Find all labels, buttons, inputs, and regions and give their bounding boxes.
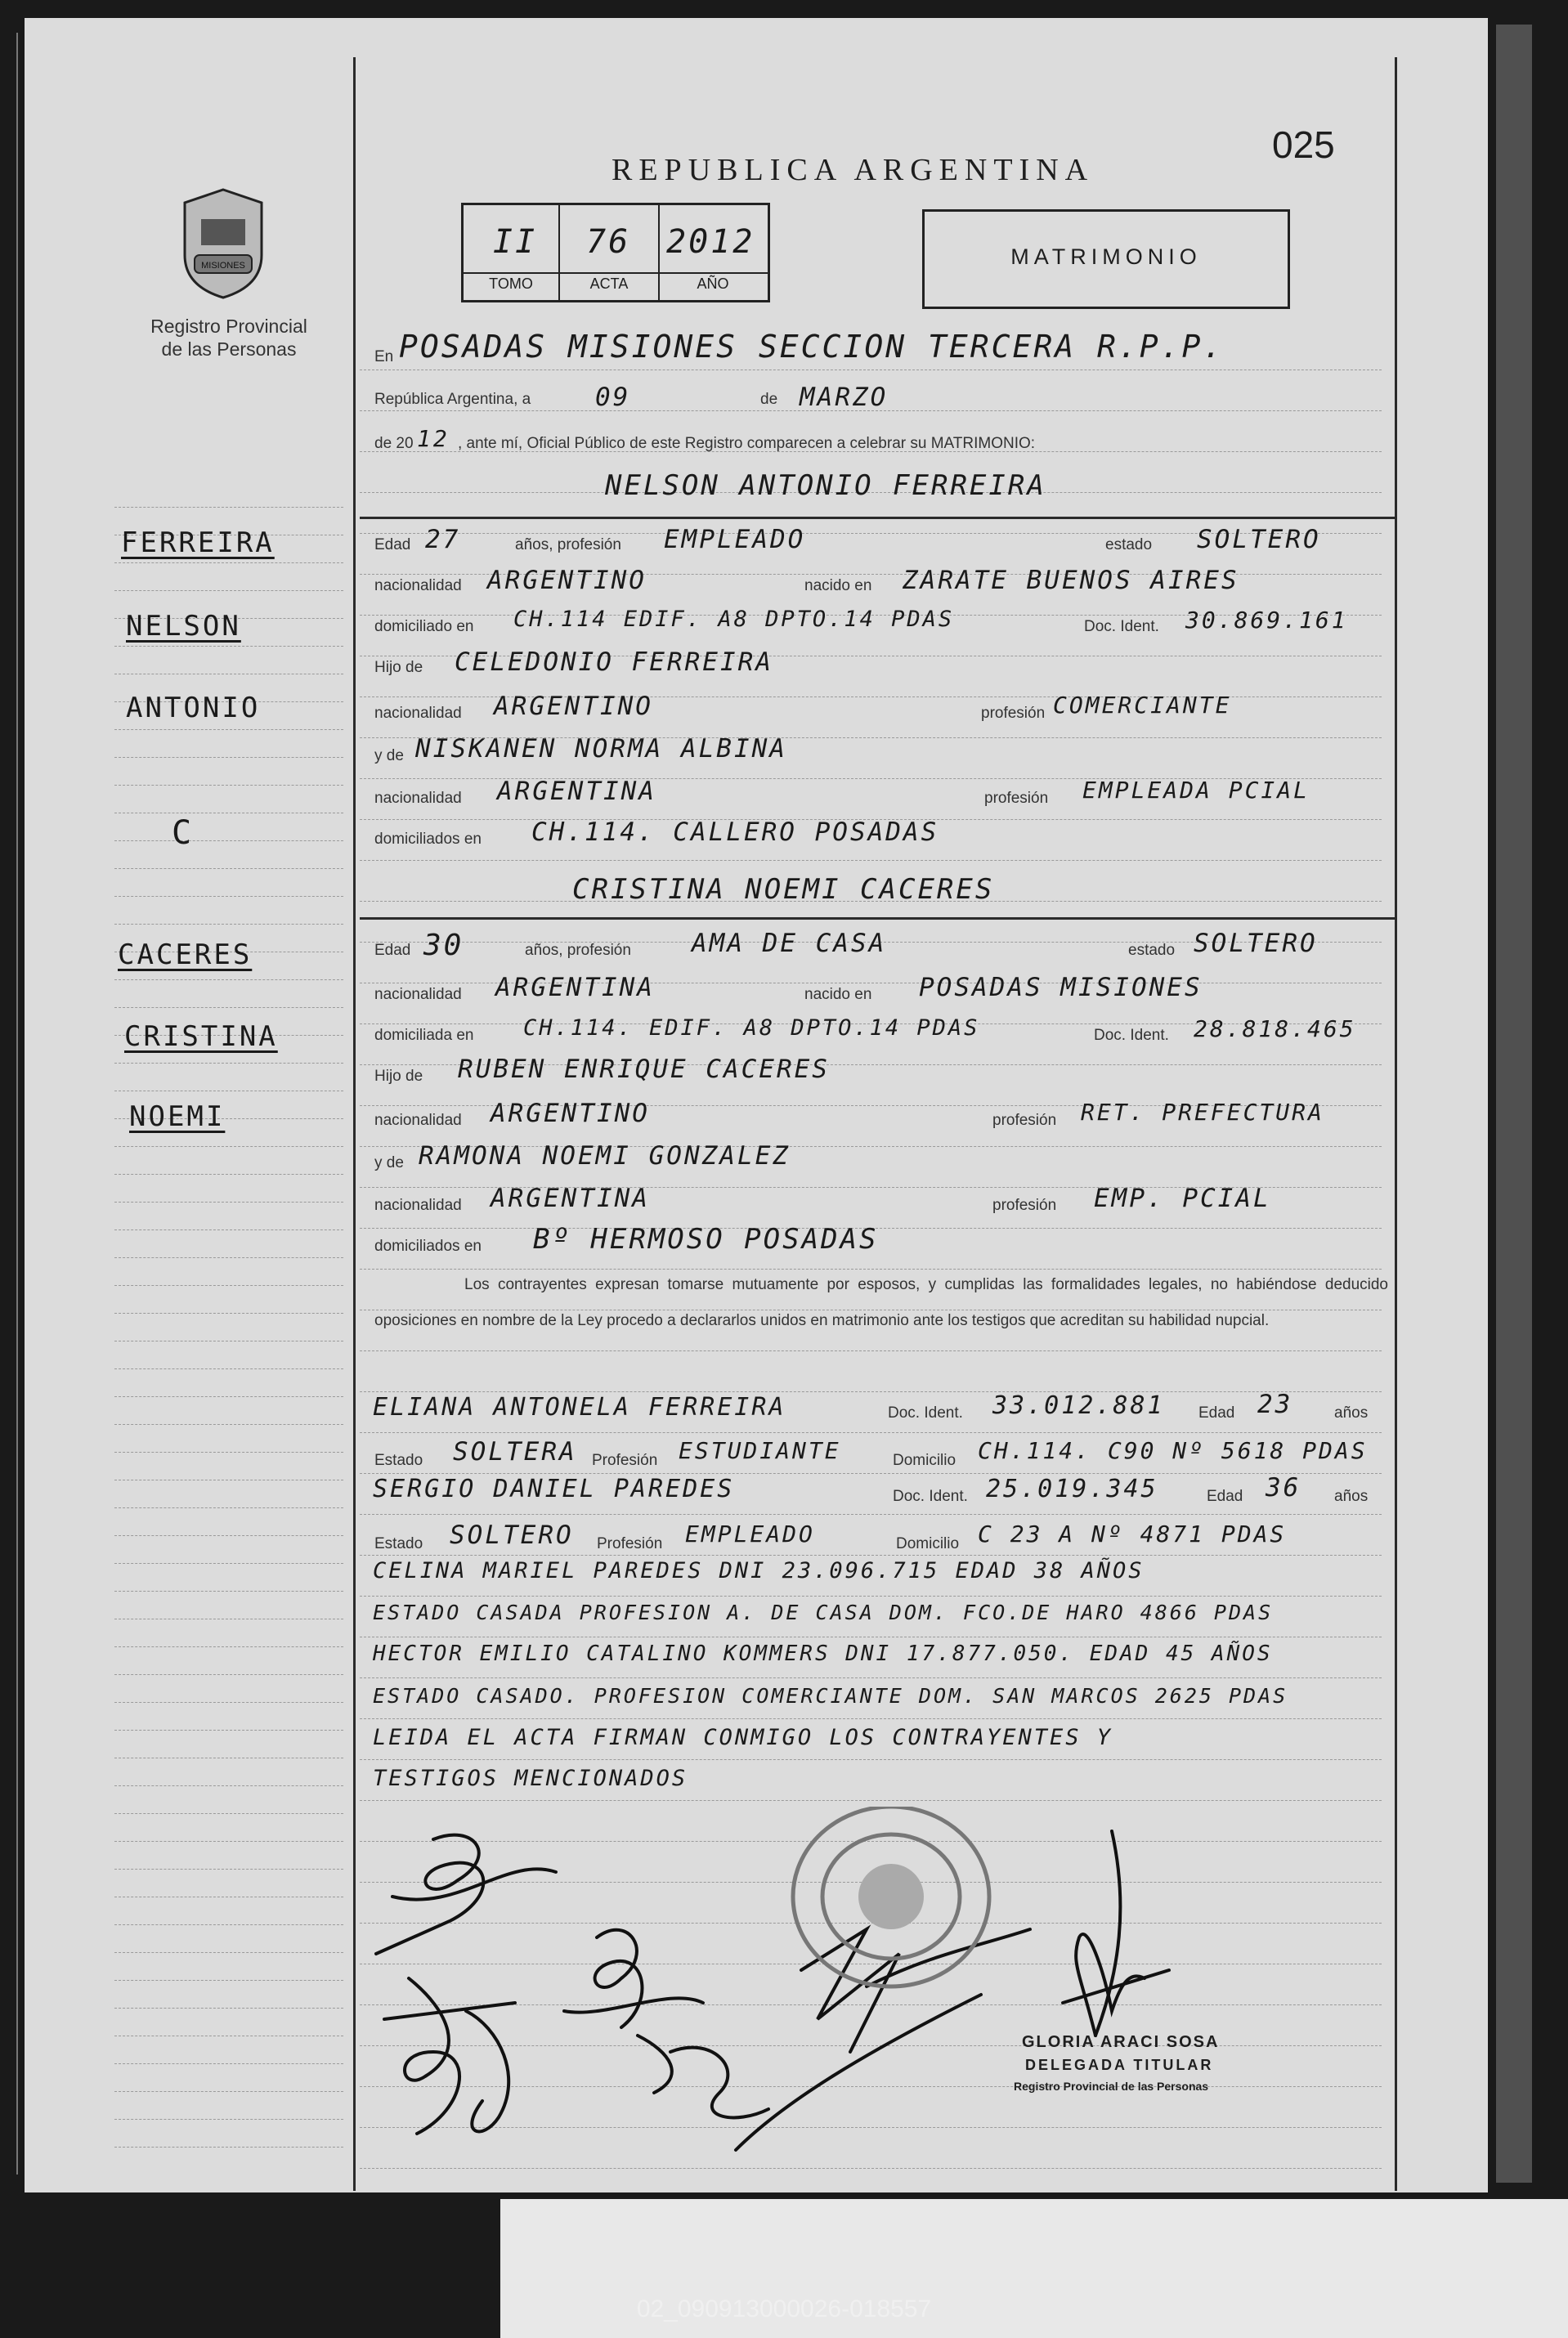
margin-bride-middle-name: NOEMI	[129, 1100, 226, 1133]
de-label: de	[760, 391, 778, 408]
signature-contrayente-2	[564, 1930, 703, 2093]
margin-ruling-line	[114, 646, 343, 647]
groom-father: CELEDONIO FERREIRA	[455, 647, 773, 677]
margin-middle-name: ANTONIO	[126, 692, 261, 724]
bride-edad-label: Edad	[374, 942, 411, 959]
witness1-age: 23	[1257, 1390, 1293, 1419]
official-institution: Registro Provincial de las Personas	[1014, 2080, 1209, 2093]
margin-ruling-line	[114, 2091, 343, 2092]
witness-extra-line: ESTADO CASADO. PROFESION COMERCIANTE DOM. SAN MARCOS 2625 PDAS	[373, 1684, 1288, 1708]
year-prefix: de 20	[374, 435, 414, 452]
bride-estado-label: estado	[1128, 942, 1176, 959]
margin-ruling-line	[114, 1730, 343, 1731]
witness2-name: SERGIO DANIEL PAREDES	[373, 1475, 735, 1503]
year-suffix: 12	[417, 425, 450, 452]
margin-ruling-line	[114, 1674, 343, 1675]
bride-parents-dom-label: domiciliados en	[374, 1238, 482, 1255]
witness1-anos-label: años	[1334, 1404, 1369, 1422]
groom-doc-label: Doc. Ident.	[1084, 618, 1159, 635]
witness2-address: C 23 A Nº 4871 PDAS	[978, 1521, 1287, 1547]
signature-testigos	[466, 1929, 1030, 2150]
en-label: En	[374, 348, 394, 365]
witness1-estado: SOLTERA	[453, 1437, 577, 1467]
tomo-value: II	[493, 223, 538, 261]
official-name: GLORIA ARACI SOSA	[1022, 2033, 1220, 2051]
text-ruling-line	[360, 1759, 1382, 1760]
bride-doc-label: Doc. Ident.	[1094, 1027, 1169, 1044]
witness2-edad-label: Edad	[1207, 1488, 1243, 1505]
witness2-age: 36	[1266, 1473, 1301, 1503]
groom-mother: NISKANEN NORMA ALBINA	[415, 734, 787, 764]
groom-address: CH.114 EDIF. A8 DPTO.14 PDAS	[513, 607, 955, 632]
groom-edad-label: Edad	[374, 536, 411, 553]
margin-ruling-line	[114, 1813, 343, 1814]
left-column-rule	[353, 57, 356, 2191]
bride-father-prof-label: profesión	[992, 1112, 1057, 1129]
groom-father-profession: COMERCIANTE	[1053, 692, 1232, 719]
right-column-rule	[1395, 57, 1397, 2191]
groom-mother-prof-label: profesión	[984, 790, 1049, 807]
margin-ruling-line	[114, 562, 343, 563]
groom-hijo-label: Hijo de	[374, 659, 423, 676]
groom-anos-profesion-label: años, profesión	[515, 536, 621, 553]
margin-ruling-line	[114, 896, 343, 897]
text-ruling-line	[360, 1432, 1382, 1433]
text-ruling-line	[360, 1677, 1382, 1678]
witness-extra-line: LEIDA EL ACTA FIRMAN CONMIGO LOS CONTRAYENTES Y	[373, 1725, 1113, 1750]
bride-mother-prof-label: profesión	[992, 1197, 1057, 1214]
groom-father-prof-label: profesión	[981, 705, 1046, 722]
margin-ruling-line	[114, 1063, 343, 1064]
province-seal-logo	[170, 186, 276, 301]
margin-ruling-line	[114, 1285, 343, 1286]
witness2-doc: 25.019.345	[986, 1475, 1158, 1503]
tomo-acta-anio-box	[461, 203, 770, 302]
groom-doc: 30.869.161	[1185, 607, 1348, 634]
groom-domiciliado-label: domiciliado en	[374, 618, 474, 635]
margin-ruling-line	[114, 1507, 343, 1508]
signature-oficial	[1063, 1831, 1169, 2036]
margin-ruling-line	[114, 1924, 343, 1925]
groom-birthplace: ZARATE BUENOS AIRES	[903, 566, 1239, 595]
margin-ruling-line	[114, 1257, 343, 1258]
margin-ruling-line	[114, 1146, 343, 1147]
margin-initial: C	[172, 814, 195, 852]
bride-mother: RAMONA NOEMI GONZALEZ	[419, 1141, 791, 1171]
legal-declaration: Los contrayentes expresan tomarse mutuamente por esposos, y cumplidas las formalidades legales, no habiéndose deducido oposiciones en nombre de la Ley procedo a declararlos unidos en matrimonio ante los testigos que acreditan su habilidad nupcial.	[374, 1276, 1388, 1329]
act-type-box	[922, 209, 1290, 309]
margin-ruling-line	[114, 1313, 343, 1314]
witness2-profession: EMPLEADO	[685, 1521, 815, 1547]
groom-mother-profession: EMPLEADA PCIAL	[1082, 777, 1310, 804]
bride-parents-address: Bº HERMOSO POSADAS	[533, 1223, 879, 1256]
bride-mother-nationality: ARGENTINA	[491, 1184, 650, 1213]
text-ruling-line	[360, 860, 1382, 861]
bride-mother-profession: EMP. PCIAL	[1094, 1184, 1271, 1213]
text-ruling-line	[360, 1596, 1382, 1597]
signature-contrayente-1	[376, 1835, 556, 2134]
bride-nacido-label: nacido en	[804, 986, 872, 1003]
margin-ruling-line	[114, 729, 343, 730]
margin-ruling-line	[114, 924, 343, 925]
marriage-month: MARZO	[800, 383, 889, 412]
witness-extra-line: ESTADO CASADA PROFESION A. DE CASA DOM. FCO.DE HARO 4866 PDAS	[373, 1601, 1274, 1624]
margin-surname: FERREIRA	[121, 526, 275, 559]
witness-extra-line: HECTOR EMILIO CATALINO KOMMERS DNI 17.877.050. EDAD 45 AÑOS	[373, 1642, 1273, 1666]
groom-mother-nationality: ARGENTINA	[497, 777, 656, 806]
groom-estado-label: estado	[1105, 536, 1153, 553]
groom-nationality: ARGENTINO	[487, 566, 647, 595]
registry-line2: de las Personas	[161, 338, 297, 360]
witness-extra-line: TESTIGOS MENCIONADOS	[373, 1766, 688, 1791]
margin-ruling-line	[114, 979, 343, 980]
groom-name: NELSON ANTONIO FERREIRA	[605, 469, 1046, 502]
margin-ruling-line	[114, 2008, 343, 2009]
anio-label: AÑO	[697, 275, 729, 292]
bride-address: CH.114. EDIF. A8 DPTO.14 PDAS	[523, 1015, 980, 1041]
margin-ruling-line	[114, 1646, 343, 1647]
bride-hijo-label: Hijo de	[374, 1068, 423, 1085]
margin-ruling-line	[114, 1424, 343, 1425]
bride-domiciliada-label: domiciliada en	[374, 1027, 474, 1044]
witness1-name: ELIANA ANTONELA FERREIRA	[373, 1393, 786, 1422]
groom-yde-label: y de	[374, 747, 404, 764]
witness2-estado-label: Estado	[374, 1535, 423, 1552]
groom-nationality-label: nacionalidad	[374, 577, 462, 594]
bride-estado: SOLTERO	[1194, 929, 1318, 958]
margin-bride-surname: CACERES	[118, 938, 253, 971]
margin-ruling-line	[114, 1535, 343, 1536]
bride-name: CRISTINA NOEMI CACERES	[572, 873, 995, 906]
witness1-address: CH.114. C90 Nº 5618 PDAS	[978, 1437, 1368, 1464]
margin-ruling-line	[114, 1702, 343, 1703]
margin-ruling-line	[114, 590, 343, 591]
acta-value: 76	[586, 223, 631, 261]
margin-ruling-line	[114, 1007, 343, 1008]
text-ruling-line	[360, 1473, 1382, 1474]
margin-ruling-line	[114, 2147, 343, 2148]
text-ruling-line	[360, 1800, 1382, 1801]
official-stamp	[793, 1807, 989, 1986]
registry-line1: Registro Provincial	[150, 316, 307, 337]
witness1-estado-label: Estado	[374, 1452, 423, 1469]
witness1-doc-label: Doc. Ident.	[888, 1404, 963, 1422]
bride-father-nationality: ARGENTINO	[491, 1099, 650, 1128]
bride-nationality: ARGENTINA	[495, 973, 655, 1002]
witness1-edad-label: Edad	[1198, 1404, 1235, 1422]
bride-father-nat-label: nacionalidad	[374, 1112, 462, 1129]
appear-text: , ante mí, Oficial Público de este Registro comparecen a celebrar su MATRIMONIO:	[458, 435, 1036, 452]
page-number: 025	[1272, 123, 1335, 166]
margin-ruling-line	[114, 1563, 343, 1564]
margin-ruling-line	[114, 1202, 343, 1203]
registry-place: POSADAS MISIONES SECCION TERCERA R.P.P.	[399, 329, 1225, 365]
margin-ruling-line	[114, 785, 343, 786]
groom-separator	[360, 517, 1395, 519]
margin-first-name: NELSON	[126, 610, 241, 643]
groom-estado: SOLTERO	[1197, 525, 1321, 554]
groom-mother-nat-label: nacionalidad	[374, 790, 462, 807]
text-ruling-line	[360, 1555, 1382, 1556]
seal-text: MISIONES	[201, 261, 245, 271]
witness2-domicilio-label: Domicilio	[896, 1535, 960, 1552]
signatures-area	[360, 1807, 1390, 2183]
bride-father: RUBEN ENRIQUE CACERES	[458, 1055, 830, 1084]
margin-ruling-line	[114, 868, 343, 869]
witness2-doc-label: Doc. Ident.	[893, 1488, 968, 1505]
acta-label: ACTA	[589, 275, 629, 292]
bride-nationality-label: nacionalidad	[374, 986, 462, 1003]
box-divider	[464, 272, 768, 274]
page-edge-line	[16, 33, 18, 2175]
margin-ruling-line	[114, 1174, 343, 1175]
scan-caption: 02_090913000026-018557	[636, 2295, 932, 2322]
text-ruling-line	[360, 1350, 1382, 1351]
text-ruling-line	[360, 1391, 1382, 1392]
groom-profession: EMPLEADO	[664, 525, 806, 554]
groom-age: 27	[425, 525, 461, 554]
republica-label: República Argentina, a	[374, 391, 531, 408]
margin-ruling-line	[114, 1368, 343, 1369]
witness1-domicilio-label: Domicilio	[893, 1452, 956, 1469]
witness2-estado: SOLTERO	[450, 1521, 574, 1550]
margin-bride-first-name: CRISTINA	[124, 1020, 278, 1053]
witness-extra-line: CELINA MARIEL PAREDES DNI 23.096.715 EDAD 38 AÑOS	[373, 1558, 1145, 1583]
margin-ruling-line	[114, 757, 343, 758]
margin-ruling-line	[114, 1980, 343, 1981]
tomo-label: TOMO	[489, 275, 533, 292]
margin-ruling-line	[114, 1785, 343, 1786]
margin-ruling-line	[114, 2119, 343, 2120]
margin-ruling-line	[114, 2063, 343, 2064]
groom-parents-address: CH.114. CALLERO POSADAS	[531, 817, 939, 847]
bride-birthplace: POSADAS MISIONES	[919, 973, 1203, 1002]
book-spine	[1496, 25, 1532, 2183]
bride-doc: 28.818.465	[1194, 1015, 1356, 1042]
bride-mother-nat-label: nacionalidad	[374, 1197, 462, 1214]
groom-father-nat-label: nacionalidad	[374, 705, 462, 722]
bride-age: 30	[423, 929, 464, 962]
margin-ruling-line	[114, 1229, 343, 1230]
official-title: DELEGADA TITULAR	[1025, 2057, 1214, 2073]
witness1-profession: ESTUDIANTE	[679, 1437, 841, 1464]
margin-ruling-line	[114, 1952, 343, 1953]
margin-ruling-line	[114, 1841, 343, 1842]
witness2-profesion-label: Profesión	[597, 1535, 663, 1552]
groom-parents-dom-label: domiciliados en	[374, 831, 482, 848]
bride-profession: AMA DE CASA	[692, 929, 887, 958]
witness2-anos-label: años	[1334, 1488, 1369, 1505]
bride-separator	[360, 917, 1395, 920]
witness1-profesion-label: Profesión	[592, 1452, 658, 1469]
margin-ruling-line	[114, 1591, 343, 1592]
text-ruling-line	[360, 1514, 1382, 1515]
groom-father-nationality: ARGENTINO	[494, 692, 653, 721]
text-ruling-line	[360, 1718, 1382, 1719]
margin-ruling-line	[114, 1452, 343, 1453]
margin-ruling-line	[114, 1396, 343, 1397]
marriage-day: 09	[595, 383, 631, 412]
margin-ruling-line	[114, 507, 343, 508]
country-title: REPUBLICA ARGENTINA	[612, 153, 1095, 187]
margin-ruling-line	[114, 840, 343, 841]
bride-anos-profesion-label: años, profesión	[525, 942, 631, 959]
anio-value: 2012	[666, 223, 755, 261]
groom-nacido-label: nacido en	[804, 577, 872, 594]
bride-father-profession: RET. PREFECTURA	[1081, 1099, 1324, 1126]
margin-ruling-line	[114, 1869, 343, 1870]
bride-yde-label: y de	[374, 1154, 404, 1171]
act-type: MATRIMONIO	[1010, 244, 1202, 269]
witness1-doc: 33.012.881	[992, 1391, 1165, 1420]
